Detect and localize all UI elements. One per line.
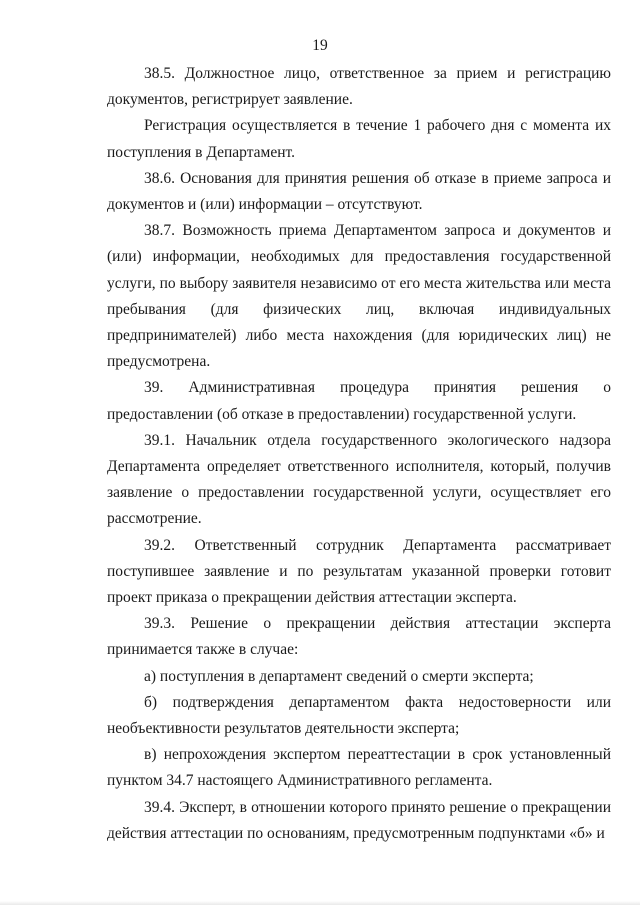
list-item-a: а) поступления в департамент сведений о смерти эксперта; xyxy=(144,667,534,685)
paragraph-38-5: 38.5. Должностное лицо, ответственное за прием и регистрацию документов, регистрирует заявление. xyxy=(107,65,611,109)
paragraph-39-2: 39.2. Ответственный сотрудник Департамента рассматривает поступившее заявление и по результатам указанной проверки готовит проект приказа о прекращении действия аттестации эксперта. xyxy=(107,536,611,607)
page-number: 19 xyxy=(312,37,328,54)
document-body xyxy=(107,61,611,847)
paragraph-39-1: 39.1. Начальник отдела государственного экологического надзора Департамента определяет ответственного исполнителя, который, получив заявление о предоставлении государственной услуги, осуществляет его рассмотрение. xyxy=(107,431,611,528)
paragraph-38-7: 38.7. Возможность приема Департаментом запроса и документов и (или) информации, необходимых для предоставления государственной услуги, по выбору заявителя независимо от его места жительства или места пребывания (для физических лиц, включая индивидуальных предпринимателей) либо места нахождения (для юридических лиц) не предусмотрена. xyxy=(107,222,611,371)
scan-edge xyxy=(0,901,640,905)
list-item-b: б) подтверждения департаментом факта недостоверности или необъективности результатов деятельности эксперта; xyxy=(107,693,611,738)
paragraph-39-4: 39.4. Эксперт, в отношении которого принято решение о прекращении действия аттестации по основаниям, предусмотренным подпунктами «б» и xyxy=(107,798,611,842)
paragraph-39-3: 39.3. Решение о прекращении действия аттестации эксперта принимается также в случае: xyxy=(107,615,611,659)
paragraph-39: 39. Административная процедура принятия решения о предоставлении (об отказе в предоставлении) государственной услуги. xyxy=(107,379,611,423)
list-item-v: в) непрохождения экспертом переаттестации в срок установленный пунктом 34.7 настоящего Административного регламента. xyxy=(107,746,611,790)
paragraph-38-6: 38.6. Основания для принятия решения об отказе в приеме запроса и документов и (или) информации – отсутствуют. xyxy=(107,169,611,214)
paragraph-registration: Регистрация осуществляется в течение 1 рабочего дня с момента их поступления в Департамент. xyxy=(107,117,611,161)
